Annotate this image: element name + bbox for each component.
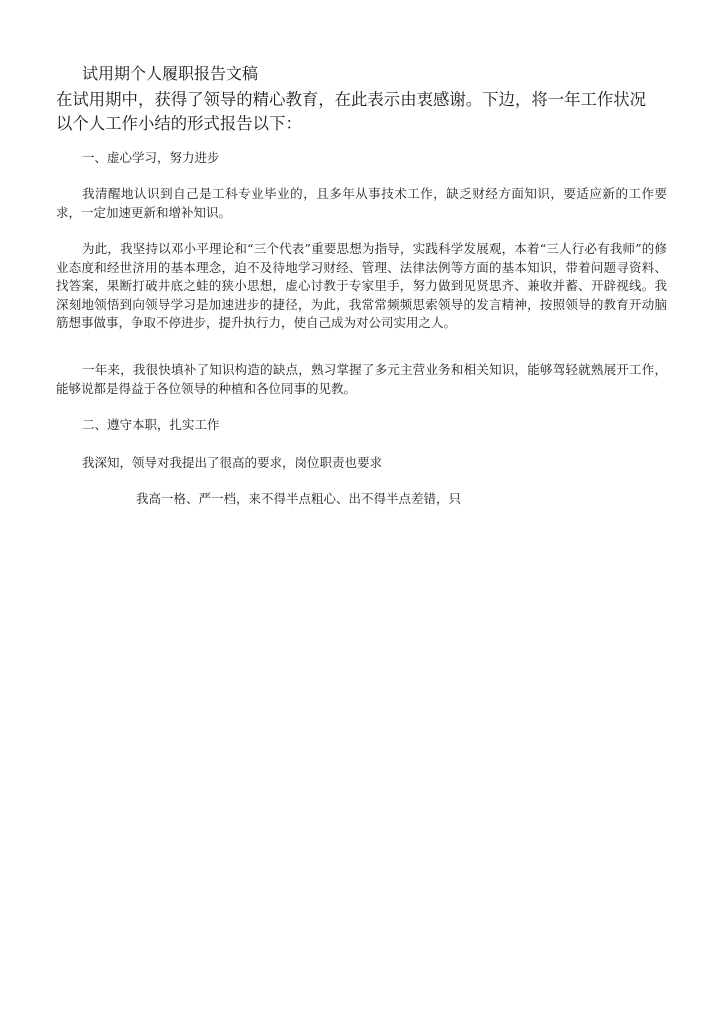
section-1-paragraph-2: 为此，我坚持以邓小平理论和“三个代表”重要思想为指导，实践科学发展观，本着“三人行必有我师”的修业态度和经世济用的基本理念，迫不及待地学习财经、管理、法律法例等方面的基本知识，带着问题寻资料、找答案，果断打破井底之蛙的狭小思想，虚心讨教于专家里手，努力做到见贤思齐、兼收并蓄、开辟视线。我深刻地领悟到向领导学习是加速进步的捷径，为此，我常常频频思索领导的发言精神，按照领导的教育开动脑筋想事做事，争取不停进步，提升执行力，使自己成为对公司实用之人。 <box>56 241 667 330</box>
intro-paragraph: 在试用期中，获得了领导的精心教育，在此表示由衷感谢。下边，将一年工作状况以个人工作小结的形式报告以下： <box>56 90 647 133</box>
section-1-heading: 一、虚心学习，努力进步 <box>82 150 220 165</box>
section-2-paragraph-2: 我高一格、严一档，来不得半点粗心、出不得半点差错，只 <box>136 491 462 506</box>
section-1-paragraph-1: 我清醒地认识到自己是工科专业毕业的，且多年从事技术工作，缺乏财经方面知识，要适应新的工作要求，一定加速更新和增补知识。 <box>56 186 667 220</box>
section-1-paragraph-3: 一年来，我很快填补了知识构造的缺点，熟习掌握了多元主营业务和相关知识，能够驾轻就熟展开工作，能够说都是得益于各位领导的种植和各位同事的见教。 <box>56 362 667 396</box>
section-2-paragraph-1: 我深知，领导对我提出了很高的要求，岗位职责也要求 <box>82 455 383 470</box>
document-title: 试用期个人履职报告文稿 <box>82 64 259 83</box>
section-2-heading: 二、遵守本职，扎实工作 <box>82 417 220 432</box>
